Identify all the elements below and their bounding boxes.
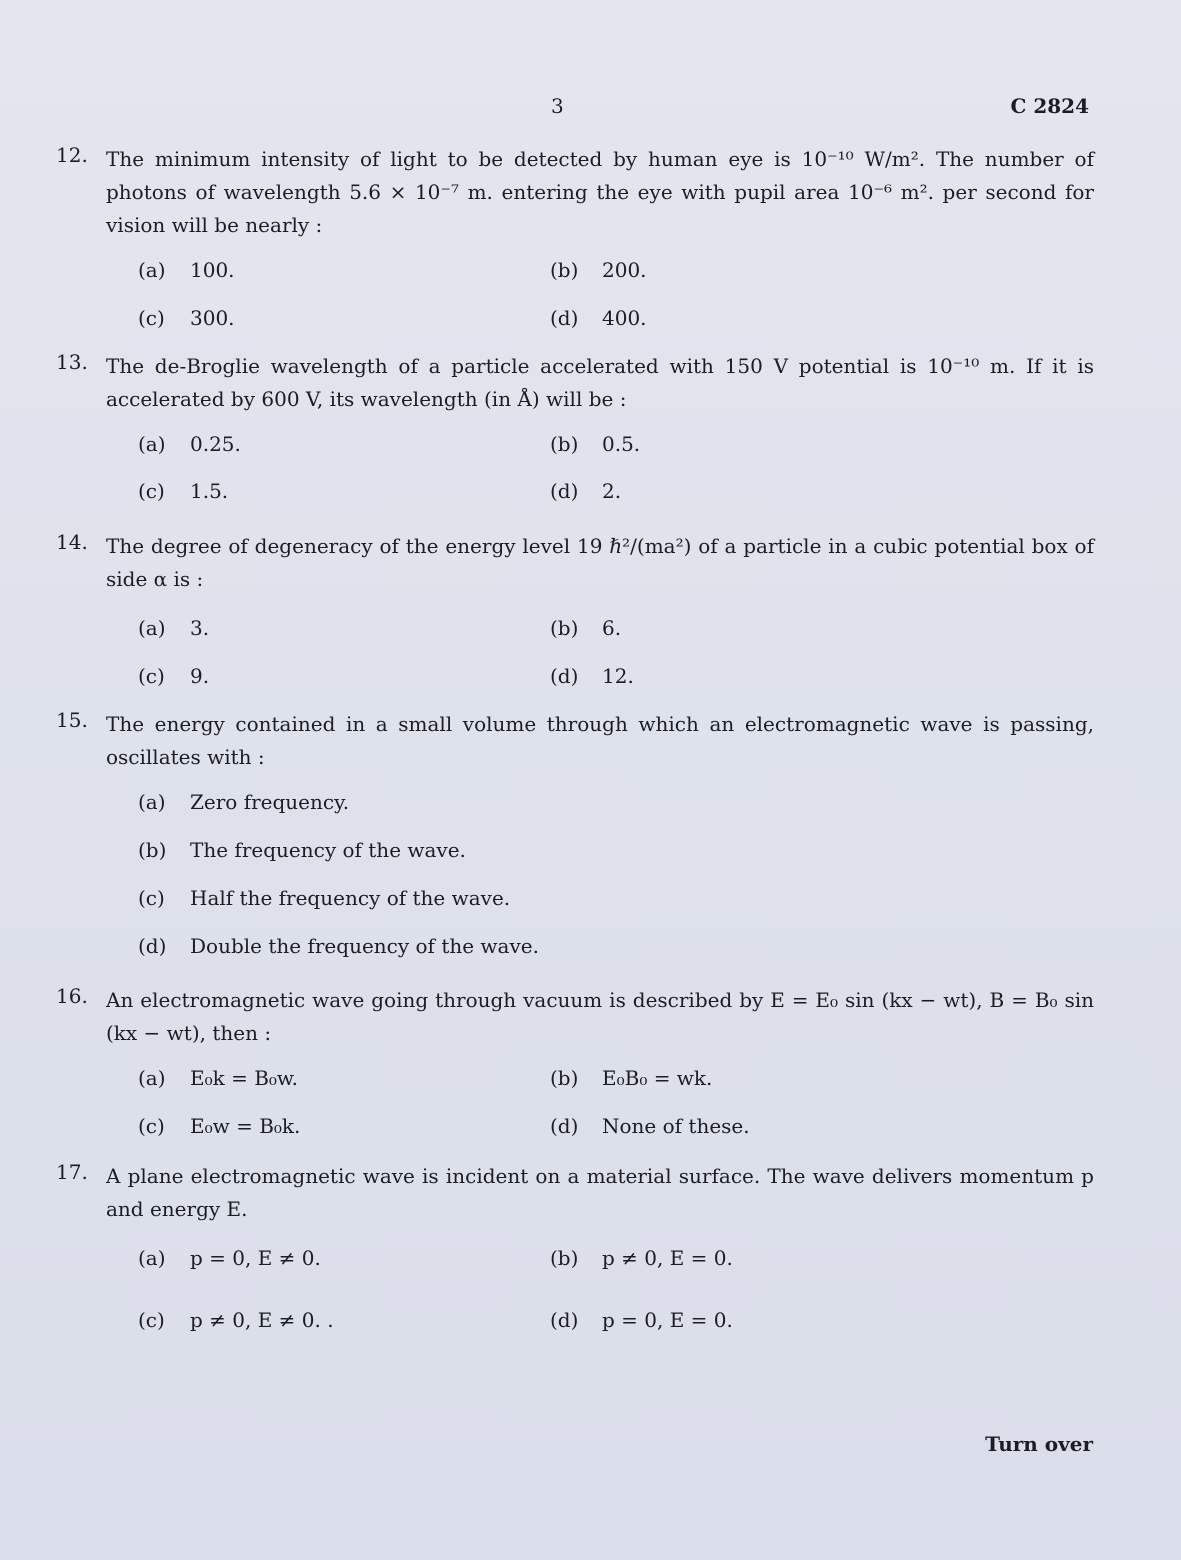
option-text: p ≠ 0, E ≠ 0. . (190, 1308, 334, 1332)
option-a (138, 1066, 298, 1090)
option-label: (b) (550, 432, 579, 456)
option-b (550, 432, 640, 456)
question-text: The degree of degeneracy of the energy level 19 ℏ²/(ma²) of a particle in a cubic potential box of side α is : (106, 534, 1094, 591)
question-number: 15. (56, 708, 88, 732)
option-text: Double the frequency of the wave. (190, 934, 539, 958)
option-text: 1.5. (190, 479, 229, 503)
option-text: 9. (190, 664, 210, 688)
option-b (550, 616, 621, 640)
option-label: (d) (550, 664, 579, 688)
question-number: 14. (56, 530, 88, 554)
option-text: None of these. (602, 1114, 750, 1138)
option-label: (c) (138, 1308, 165, 1332)
question-number: 17. (56, 1160, 88, 1184)
option-label: (b) (138, 838, 167, 862)
option-text: Half the frequency of the wave. (190, 886, 511, 910)
option-text: 6. (602, 616, 622, 640)
option-label: (d) (138, 934, 167, 958)
option-a (138, 258, 235, 282)
option-label: (c) (138, 479, 165, 503)
question-16 (56, 984, 1094, 1138)
option-c (138, 1114, 300, 1138)
option-text: p = 0, E ≠ 0. (190, 1246, 321, 1270)
option-label: (a) (138, 1246, 166, 1270)
question-number: 13. (56, 350, 88, 374)
option-text: The frequency of the wave. (190, 838, 466, 862)
question-12 (56, 143, 1094, 330)
option-c (138, 306, 235, 330)
paper-code: C 2824 (1010, 94, 1089, 118)
option-label: (b) (550, 1066, 579, 1090)
option-label: (c) (138, 664, 165, 688)
option-text: 12. (602, 664, 634, 688)
option-text: p = 0, E = 0. (602, 1308, 733, 1332)
option-label: (d) (550, 1308, 579, 1332)
page-number: 3 (551, 94, 564, 118)
option-d (138, 934, 539, 958)
question-17 (56, 1160, 1094, 1332)
option-text: 0.5. (602, 432, 641, 456)
option-text: p ≠ 0, E = 0. (602, 1246, 733, 1270)
option-d (550, 664, 634, 688)
option-b (550, 1066, 712, 1090)
option-text: E₀B₀ = wk. (602, 1066, 713, 1090)
option-text: Zero frequency. (190, 790, 350, 814)
question-14 (56, 530, 1094, 688)
option-label: (a) (138, 616, 166, 640)
option-a (138, 616, 209, 640)
option-text: 400. (602, 306, 647, 330)
question-text: An electromagnetic wave going through vacuum is described by E = E₀ sin (kx − wt), B = B₀ sin (kx − wt), then : (106, 988, 1094, 1045)
option-label: (a) (138, 790, 166, 814)
question-number: 16. (56, 984, 88, 1008)
option-label: (b) (550, 1246, 579, 1270)
question-15 (56, 708, 1094, 958)
option-d (550, 1114, 750, 1138)
option-text: E₀k = B₀w. (190, 1066, 299, 1090)
option-label: (a) (138, 1066, 166, 1090)
option-text: E₀w = B₀k. (190, 1114, 301, 1138)
option-c (138, 664, 209, 688)
option-label: (d) (550, 306, 579, 330)
option-b (138, 838, 466, 862)
turn-over-label: Turn over (985, 1432, 1093, 1456)
option-text: 0.25. (190, 432, 241, 456)
option-c (138, 479, 228, 503)
option-text: 300. (190, 306, 235, 330)
option-c (138, 886, 510, 910)
option-label: (c) (138, 306, 165, 330)
question-text: The de-Broglie wavelength of a particle accelerated with 150 V potential is 10⁻¹⁰ m. If it is accelerated by 600 V, its wavelength (in Å) will be : (106, 354, 1094, 411)
option-c (138, 1308, 334, 1332)
option-d (550, 306, 647, 330)
option-d (550, 1308, 733, 1332)
option-b (550, 1246, 733, 1270)
option-text: 3. (190, 616, 210, 640)
option-b (550, 258, 647, 282)
option-text: 2. (602, 479, 622, 503)
option-text: 100. (190, 258, 235, 282)
question-number: 12. (56, 143, 88, 167)
option-d (550, 479, 621, 503)
option-a (138, 432, 241, 456)
option-a (138, 790, 349, 814)
question-text: The minimum intensity of light to be detected by human eye is 10⁻¹⁰ W/m². The number of photons of wavelength 5.6 × 10⁻⁷ m. entering the eye with pupil area 10⁻⁶ m². per second for vision will be nearly : (106, 147, 1094, 237)
option-label: (a) (138, 432, 166, 456)
option-label: (a) (138, 258, 166, 282)
option-text: 200. (602, 258, 647, 282)
option-label: (b) (550, 258, 579, 282)
option-label: (d) (550, 1114, 579, 1138)
question-text: A plane electromagnetic wave is incident on a material surface. The wave delivers momentum p and energy E. (106, 1164, 1094, 1221)
question-text: The energy contained in a small volume through which an electromagnetic wave is passing, oscillates with : (106, 712, 1094, 769)
question-13 (56, 350, 1094, 503)
option-label: (d) (550, 479, 579, 503)
option-label: (c) (138, 886, 165, 910)
option-a (138, 1246, 321, 1270)
option-label: (b) (550, 616, 579, 640)
option-label: (c) (138, 1114, 165, 1138)
